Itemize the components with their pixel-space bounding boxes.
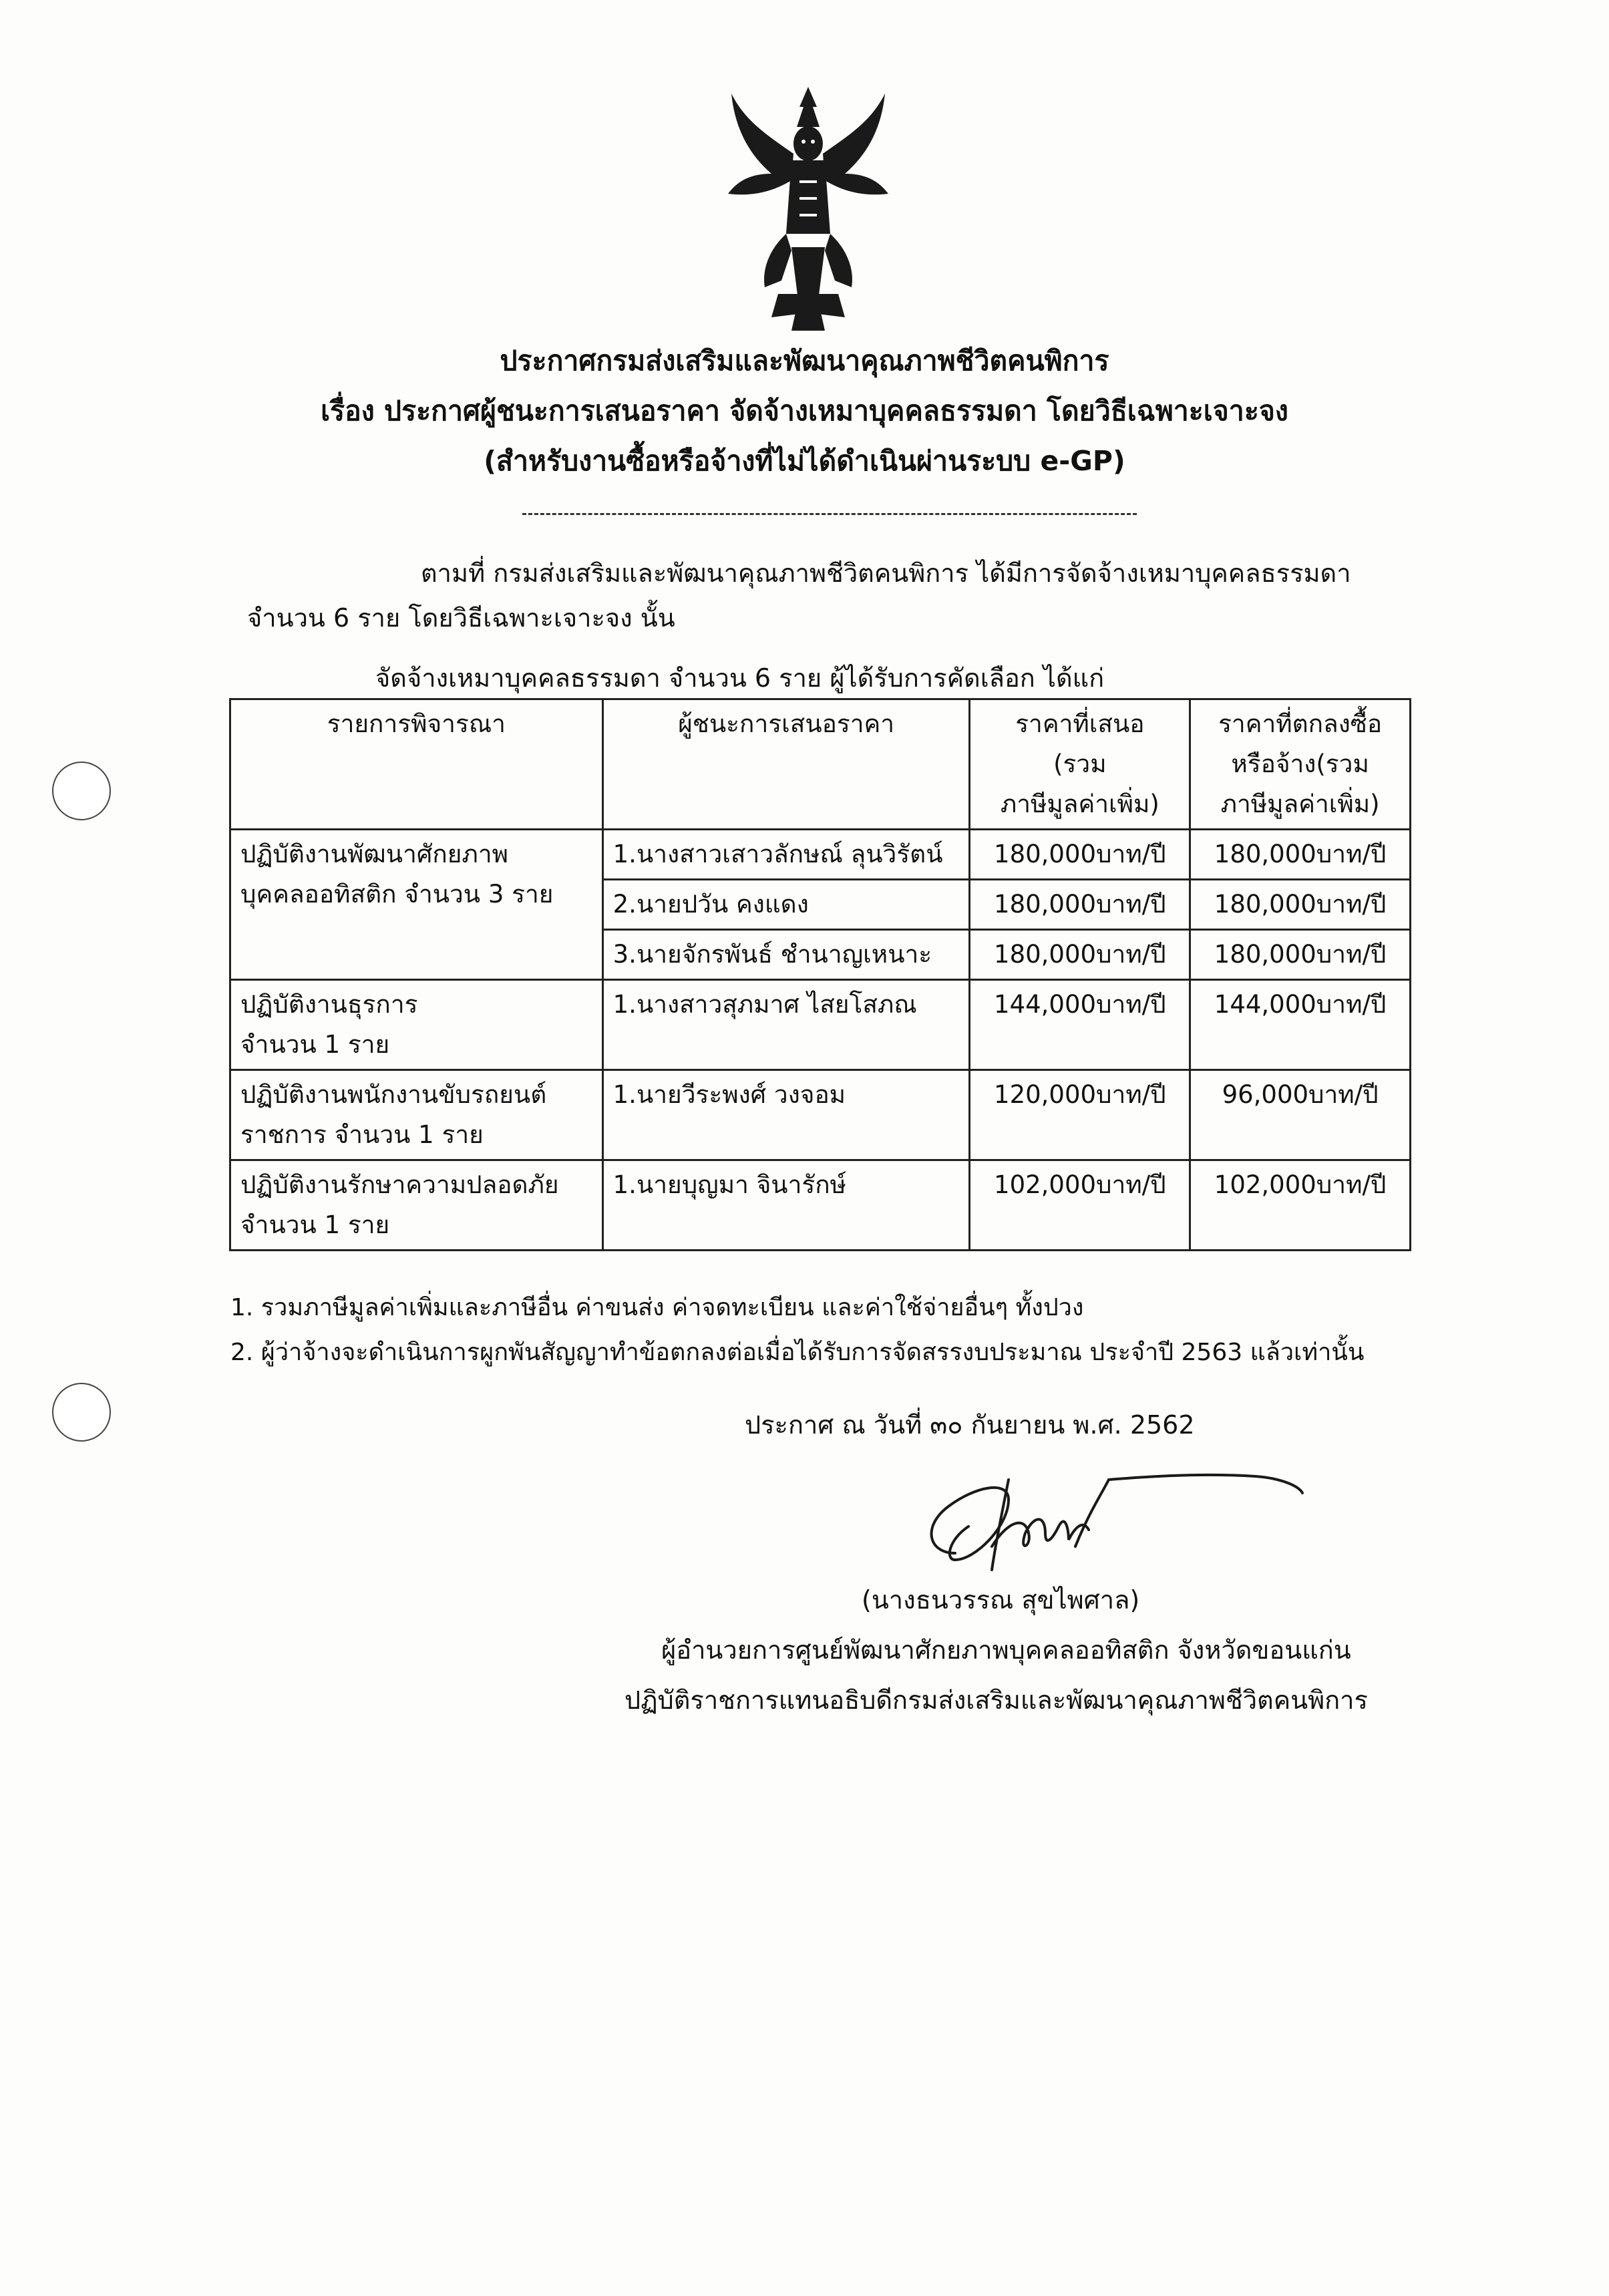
winner-cell: 1.นายวีระพงศ์ วงจอม (602, 1070, 970, 1160)
offered-price-cell: 180,000บาท/ปี (970, 930, 1190, 980)
col-header-winner: ผู้ชนะการเสนอราคา (602, 699, 970, 830)
col-header-offered: ราคาที่เสนอ (รวม ภาษีมูลค่าเพิ่ม) (970, 699, 1190, 830)
col-header-agreed: ราคาที่ตกลงซื้อ หรือจ้าง(รวม ภาษีมูลค่าเพิ่ม) (1190, 699, 1411, 830)
signatory-acting: ปฏิบัติราชการแทนอธิบดีกรมส่งเสริมและพัฒนาคุณภาพชีวิตคนพิการ (624, 1685, 1368, 1715)
item-cell: ปฏิบัติงานพนักงานขับรถยนต์ ราชการ จำนวน 1 ราย (230, 1070, 603, 1160)
note-2: 2. ผู้ว่าจ้างจะดำเนินการผูกพันสัญญาทำข้อตกลงต่อเมื่อได้รับการจัดสรรงบประมาณ ประจำปี 2563 แล้วเท่านั้น (230, 1339, 1365, 1366)
winner-cell: 1.นางสาวสุภมาศ ไสยโสภณ (602, 980, 970, 1070)
punch-hole-bottom (52, 1383, 111, 1442)
item-cell: ปฏิบัติงานพัฒนาศักยภาพ บุคคลออทิสติก จำนวน 3 ราย (230, 830, 603, 980)
offered-price-cell: 180,000บาท/ปี (970, 880, 1190, 930)
announcement-title: ประกาศกรมส่งเสริมและพัฒนาคุณภาพชีวิตคนพิการ (500, 345, 1109, 377)
winner-cell: 2.นายปวัน คงแดง (602, 880, 970, 930)
table-row (230, 1070, 1411, 1160)
agreed-price-cell: 180,000บาท/ปี (1190, 930, 1411, 980)
winner-cell: 1.นางสาวเสาวลักษณ์ ลุนวิรัตน์ (602, 830, 970, 880)
offered-price-cell: 120,000บาท/ปี (970, 1070, 1190, 1160)
announcement-scope: (สำหรับงานซื้อหรือจ้างที่ไม่ได้ดำเนินผ่านระบบ e-GP) (484, 445, 1125, 477)
heading-divider (522, 513, 1137, 515)
punch-hole-top (52, 762, 111, 820)
announcement-subject: เรื่อง ประกาศผู้ชนะการเสนอราคา จัดจ้างเหมาบุคคลธรรมดา โดยวิธีเฉพาะเจาะจง (321, 395, 1288, 427)
note-1: 1. รวมภาษีมูลค่าเพิ่มและภาษีอื่น ค่าขนส่ง ค่าจดทะเบียน และค่าใช้จ่ายอื่นๆ ทั้งปวง (230, 1294, 1084, 1321)
offered-price-cell: 102,000บาท/ปี (970, 1160, 1190, 1251)
signatory-position: ผู้อำนวยการศูนย์พัฒนาศักยภาพบุคคลออทิสติก จังหวัดขอนแก่น (661, 1635, 1351, 1665)
offered-price-cell: 144,000บาท/ปี (970, 980, 1190, 1070)
winner-cell: 1.นายบุญมา จินารักษ์ (602, 1160, 970, 1251)
intro-line-1: ตามที่ กรมส่งเสริมและพัฒนาคุณภาพชีวิตคนพิการ ได้มีการจัดจ้างเหมาบุคคลธรรมดา (421, 558, 1351, 588)
col-header-item: รายการพิจารณา (230, 699, 603, 830)
signatory-name: (นางธนวรรณ สุขไพศาล) (862, 1585, 1140, 1615)
signature-icon (908, 1453, 1336, 1587)
intro-line-2: จำนวน 6 ราย โดยวิธีเฉพาะเจาะจง นั้น (247, 603, 675, 633)
table-header-row (230, 699, 1411, 830)
announce-date: ประกาศ ณ วันที่ ๓๐ กันยายน พ.ศ. 2562 (745, 1410, 1195, 1440)
offered-price-cell: 180,000บาท/ปี (970, 830, 1190, 880)
agreed-price-cell: 180,000บาท/ปี (1190, 830, 1411, 880)
agreed-price-cell: 180,000บาท/ปี (1190, 880, 1411, 930)
agreed-price-cell: 102,000บาท/ปี (1190, 1160, 1411, 1251)
winner-cell: 3.นายจักรพันธ์ ชำนาญเหนาะ (602, 930, 970, 980)
table-row (230, 830, 1411, 880)
award-table (229, 698, 1411, 1251)
agreed-price-cell: 144,000บาท/ปี (1190, 980, 1411, 1070)
table-caption: จัดจ้างเหมาบุคคลธรรมดา จำนวน 6 ราย ผู้ได้รับการคัดเลือก ได้แก่ (375, 663, 1105, 693)
item-cell: ปฏิบัติงานรักษาความปลอดภัย จำนวน 1 ราย (230, 1160, 603, 1251)
table-row (230, 980, 1411, 1070)
garuda-emblem-icon (725, 80, 892, 334)
agreed-price-cell: 96,000บาท/ปี (1190, 1070, 1411, 1160)
item-cell: ปฏิบัติงานธุรการ จำนวน 1 ราย (230, 980, 603, 1070)
table-row (230, 1160, 1411, 1251)
